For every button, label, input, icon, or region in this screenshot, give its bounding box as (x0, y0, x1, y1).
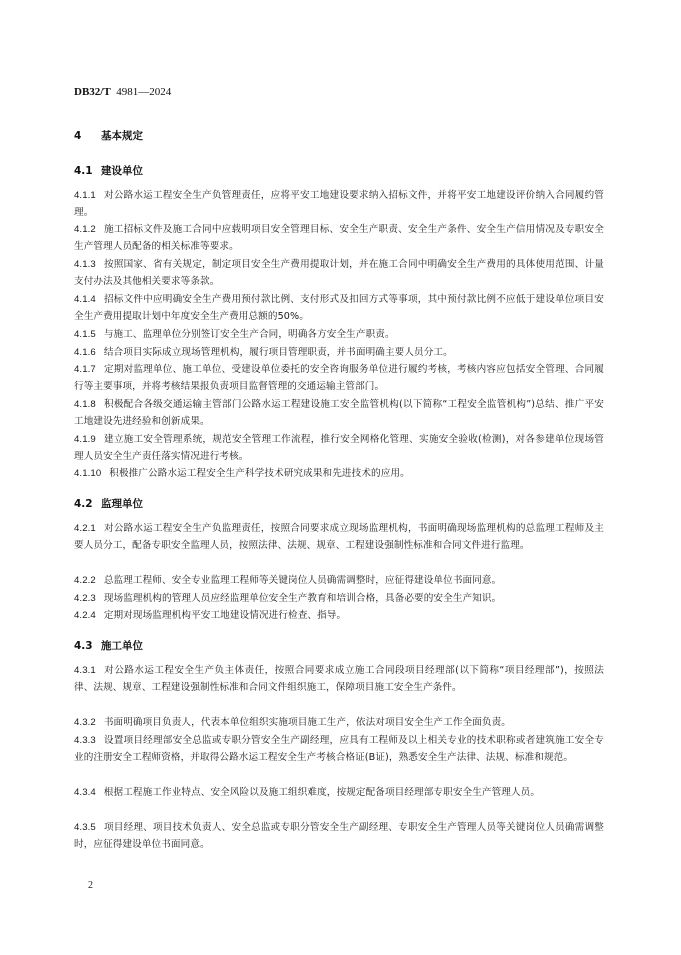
subsection-heading-4-2 (74, 496, 143, 511)
clause-4-1-5 (74, 326, 604, 343)
subsection-heading-4-1 (74, 163, 143, 178)
clause-number: 4.3.1 (74, 665, 96, 676)
clause-number: 4.1.10 (74, 468, 102, 479)
clause-number: 4.3.2 (74, 717, 96, 728)
subsection-heading-4-3 (74, 638, 143, 653)
clause-text: 建立施工安全管理系统，规范安全管理工作流程，推行安全网格化管理、实施安全验收(检测)，对各参建单位现场管理人员安全生产责任落实情况进行考核。 (74, 434, 604, 462)
clause-text: 现场监理机构的管理人员应经监理单位安全生产教育和培训合格，具备必要的安全生产知识。 (103, 593, 502, 604)
section-title: 基本规定 (101, 130, 143, 142)
clause-number: 4.1.1 (74, 190, 96, 201)
clause-number: 4.1.3 (74, 259, 96, 270)
clause-number: 4.1.4 (74, 294, 96, 305)
clause-text: 按照国家、省有关规定，制定项目安全生产费用提取计划，并在施工合同中明确安全生产费用的具体使用范围、计量支付办法及其他相关要求等条款。 (74, 259, 604, 287)
clause-text: 对公路水运工程安全生产负主体责任，按照合同要求成立施工合同段项目经理部(以下简称“项目经理部”)，按照法律、法规、规章、工程建设强制性标准和合同文件组织施工，保障项目施工安全生产条件。 (74, 665, 604, 693)
standard-code (74, 86, 171, 98)
clause-number: 4.3.3 (74, 735, 96, 746)
clause-text: 积极推广公路水运工程安全生产科学技术研究成果和先进技术的应用。 (109, 468, 410, 479)
clause-text: 施工招标文件及施工合同中应载明项目安全管理目标、安全生产职责、安全生产条件、安全生产信用情况及专职安全生产管理人员配备的相关标准等要求。 (74, 224, 604, 252)
clause-4-2-2 (74, 572, 604, 589)
subsection-title: 施工单位 (101, 640, 143, 652)
clause-4-2-3 (74, 590, 604, 607)
clause-number: 4.1.8 (74, 399, 96, 410)
clause-number: 4.2.2 (74, 575, 96, 586)
clause-number: 4.1.2 (74, 224, 96, 235)
clause-4-1-2 (74, 221, 604, 255)
clause-text: 书面明确项目负责人，代表本单位组织实施项目施工生产，依法对项目安全生产工作全面负责。 (103, 717, 511, 728)
clause-number: 4.2.4 (74, 610, 96, 621)
clause-number: 4.1.5 (74, 329, 96, 340)
page-number: 2 (88, 880, 93, 891)
clause-4-3-3 (74, 732, 604, 766)
subsection-number: 4.3 (74, 640, 93, 652)
clause-4-1-8 (74, 396, 604, 430)
clause-4-3-1 (74, 662, 604, 696)
clause-text: 总监理工程师、安全专业监理工程师等关键岗位人员确需调整时，应征得建设单位书面同意。 (103, 575, 502, 586)
section-number: 4 (74, 130, 82, 142)
subsection-number: 4.1 (74, 165, 93, 177)
clause-number: 4.1.9 (74, 434, 96, 445)
clause-4-3-5 (74, 819, 604, 853)
clause-4-3-4 (74, 784, 604, 801)
clause-text: 与施工、监理单位分别签订安全生产合同，明确各方安全生产职责。 (103, 329, 395, 340)
clause-number: 4.1.7 (74, 364, 96, 375)
clause-4-1-6 (74, 344, 604, 361)
clause-text: 结合项目实际成立现场管理机构，履行项目管理职责，并书面明确主要人员分工。 (103, 347, 453, 358)
clause-4-1-10 (74, 465, 604, 482)
clause-4-1-1 (74, 187, 604, 221)
clause-4-1-4 (74, 291, 604, 325)
clause-text: 根据工程施工作业特点、安全风险以及施工组织难度，按规定配备项目经理部专职安全生产管理人员。 (103, 787, 541, 798)
standard-code-number: 4981—2024 (116, 86, 172, 98)
clause-text: 积极配合各级交通运输主管部门公路水运工程建设施工安全监管机构(以下简称“工程安全监管机构”)总结、推广平安工地建设先进经验和创新成果。 (74, 399, 604, 427)
clause-text: 招标文件中应明确安全生产费用预付款比例、支付形式及扣回方式等事项，其中预付款比例不应低于建设单位项目安全生产费用提取计划中年度安全生产费用总额的50%。 (74, 294, 604, 322)
section-heading (74, 128, 143, 143)
clause-number: 4.1.6 (74, 347, 96, 358)
clause-text: 对公路水运工程安全生产负监理责任，按照合同要求成立现场监理机构，书面明确现场监理机构的总监理工程师及主要人员分工，配备专职安全监理人员，按照法律、法规、规章、工程建设强制性标准和合同文件进行监理。 (74, 523, 604, 551)
clause-text: 设置项目经理部安全总监或专职分管安全生产副经理，应具有工程师及以上相关专业的技术职称或者建筑施工安全专业的注册安全工程师资格，并取得公路水运工程安全生产考核合格证(B证)，熟悉安全生产法律、法规、标准和规范。 (74, 735, 604, 763)
clause-4-1-3 (74, 256, 604, 290)
clause-text: 定期对现场监理机构平安工地建设情况进行检查、指导。 (103, 610, 347, 621)
clause-4-2-1 (74, 520, 604, 554)
clause-number: 4.3.4 (74, 787, 96, 798)
standard-code-prefix: DB32/T (74, 86, 111, 98)
clause-text: 定期对监理单位、施工单位、受建设单位委托的安全咨询服务单位进行履约考核，考核内容应包括安全管理、合同履行等主要事项，并将考核结果报负责项目监督管理的交通运输主管部门。 (74, 364, 604, 392)
clause-4-2-4 (74, 607, 604, 624)
clause-4-1-9 (74, 431, 604, 465)
clause-number: 4.2.1 (74, 523, 96, 534)
clause-text: 项目经理、项目技术负责人、安全总监或专职分管安全生产副经理、专职安全生产管理人员等关键岗位人员确需调整时，应征得建设单位书面同意。 (74, 822, 604, 850)
subsection-title: 监理单位 (101, 498, 143, 510)
clause-number: 4.2.3 (74, 593, 96, 604)
clause-4-3-2 (74, 714, 604, 731)
clause-number: 4.3.5 (74, 822, 96, 833)
subsection-number: 4.2 (74, 498, 93, 510)
subsection-title: 建设单位 (101, 165, 143, 177)
clause-text: 对公路水运工程安全生产负管理责任，应将平安工地建设要求纳入招标文件，并将平安工地建设评价纳入合同履约管理。 (74, 190, 604, 218)
clause-4-1-7 (74, 361, 604, 395)
